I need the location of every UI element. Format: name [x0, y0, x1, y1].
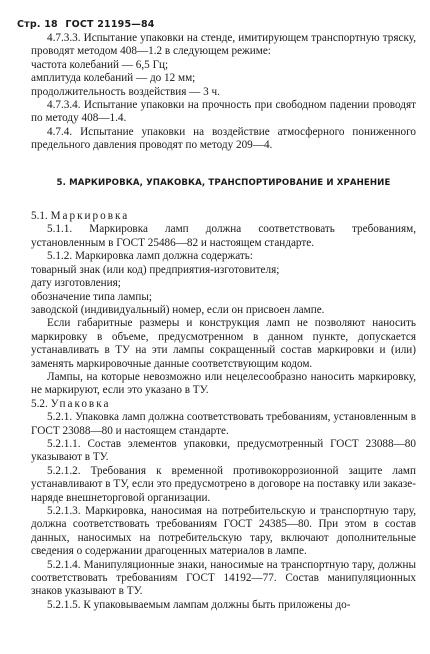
paragraph-5-1-2: 5.1.2. Маркировка ламп должна содержать:	[47, 250, 254, 263]
paragraph-5-2-1-5: 5.2.1.5. К упаковываемым лампам должны быть приложены до-	[47, 598, 351, 611]
document-body	[31, 32, 416, 612]
paragraph-4-7-4: 4.7.4. Испытание упаковки на воздействие атмосферного пониженного предельного давления проводят по методу 209—4.	[31, 125, 416, 152]
section-5-heading: 5. МАРКИРОВКА, УПАКОВКА, ТРАНСПОРТИРОВАНИЕ И ХРАНЕНИЕ	[56, 177, 391, 188]
paragraph-5-2-1: 5.2.1. Упаковка ламп должна соответствовать требованиям, установленным в ГОСТ 23088—80 и настоящем стандарте.	[31, 411, 416, 437]
paragraph-5-1-1: 5.1.1. Маркировка ламп должна соответствовать требованиям, установленным в ГОСТ 25486—82 и настоящем стандарте.	[31, 223, 416, 249]
paragraph-5-2-1-2: 5.2.1.2. Требования к временной противокоррозионной защите ламп устанавливают в ТУ, если это предусмотрено в договоре на поставку или заказе-наряде внешнеторговой организации.	[31, 464, 416, 504]
document-code: ГОСТ 21195—84	[65, 19, 155, 30]
subsection-5-1-number: 5.1.	[31, 210, 48, 223]
list-item-serial: заводской (индивидуальный) номер, если он присвоен лампе.	[31, 303, 325, 316]
page-header	[17, 19, 159, 30]
list-item-frequency: частота колебаний — 6,5 Гц;	[31, 58, 169, 71]
list-item-amplitude: амплитуда колебаний — до 12 мм;	[31, 72, 196, 85]
paragraph-5-2-1-3: 5.2.1.3. Маркировка, наносимая на потребительскую и транспортную тару, должна соответствовать требованиям ГОСТ 24385—80. При этом в состав данных, наносимых на потребительскую тару, включают дополнительные сведения о содержании драгоценных материалов в лампе.	[31, 505, 416, 558]
subsection-5-2-number: 5.2.	[31, 397, 48, 410]
list-item-type: обозначение типа лампы;	[31, 290, 152, 303]
paragraph-5-2-1-4: 5.2.1.4. Манипуляционные знаки, наносимые на транспортную тару, должны соответствовать требованиям ГОСТ 14192—77. Состав манипуляционных знаков указывают в ТУ.	[31, 558, 416, 598]
subsection-5-2-title: Упаковка	[50, 397, 111, 410]
list-item-duration: продолжительность воздействия — 3 ч.	[31, 85, 220, 98]
paragraph-dimensions: Если габаритные размеры и конструкция ламп не позволяют наносить маркировку в объеме, предусмотренном в данном пункте, допускается устанавливать в ТУ на эти лампы сокращенный состав маркировки и (или) заменять маркировочные данные соответствующим кодом.	[31, 317, 416, 370]
subsection-5-1-heading	[31, 210, 416, 223]
list-item-trademark: товарный знак (или код) предприятия-изготовителя;	[31, 263, 280, 276]
list-item-date: дату изготовления;	[31, 277, 121, 290]
paragraph-no-marking: Лампы, на которые невозможно или нецелесообразно наносить маркировку, не маркируют, если это указано в ТУ.	[31, 370, 416, 397]
paragraph-4-7-3-4: 4.7.3.4. Испытание упаковки на прочность при свободном падении проводят по методу 408—1.4.	[31, 99, 416, 125]
subsection-5-1-title: Маркировка	[50, 210, 130, 223]
page-number: Стр. 18	[17, 19, 58, 30]
paragraph-4-7-3-3: 4.7.3.3. Испытание упаковки на стенде, имитирующем транспортную тряску, проводят методом 408—1.2 в следующем режиме:	[31, 32, 416, 58]
subsection-5-2-heading	[31, 398, 416, 411]
paragraph-5-2-1-1: 5.2.1.1. Состав элементов упаковки, предусмотренный ГОСТ 23088—80 указывают в ТУ.	[31, 437, 416, 464]
